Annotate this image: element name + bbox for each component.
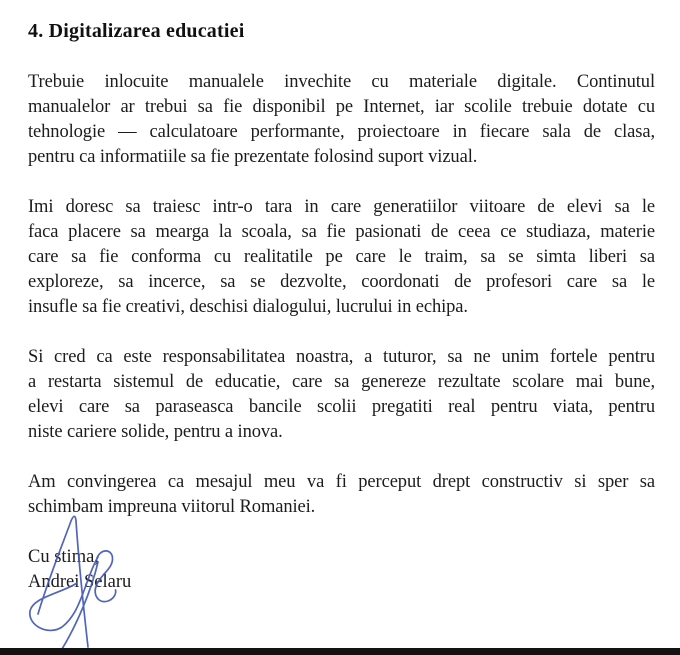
text-line: Am convingerea ca mesajul meu va fi perceput drept constructiv si sper sa — [28, 472, 655, 492]
text-line: niste cariere solide, pentru a inova. — [28, 422, 283, 442]
text-line: elevi care sa paraseasca bancile scolii pregatiti real pentru viata, pentru — [28, 397, 655, 417]
paragraph — [28, 470, 655, 520]
closing-name: Andrei Selaru — [28, 572, 132, 592]
text-line: Si cred ca este responsabilitatea noastra, a tuturor, sa ne unim fortele pentru — [28, 347, 655, 367]
page-bottom-border — [0, 648, 680, 655]
closing-block — [28, 545, 655, 595]
section-heading: 4. Digitalizarea educatiei — [28, 20, 245, 42]
letter-page — [28, 0, 655, 655]
text-line: manualelor ar trebui sa fie disponibil pe Internet, iar scolile trebuie dotate cu — [28, 97, 655, 117]
text-line: Trebuie inlocuite manualele invechite cu materiale digitale. Continutul — [28, 72, 655, 92]
text-line: exploreze, sa incerce, sa se dezvolte, coordonati de profesori care sa le — [28, 272, 655, 292]
text-line: tehnologie — calculatoare performante, proiectoare in fiecare sala de clasa, — [28, 122, 655, 142]
text-line: care sa fie conforma cu realitatile pe care le traim, sa se simta liberi sa — [28, 247, 655, 267]
paragraph — [28, 345, 655, 445]
closing-salutation: Cu stima, — [28, 547, 99, 567]
text-line: insufle sa fie creativi, deschisi dialogului, lucrului in echipa. — [28, 297, 468, 317]
text-line: schimbam impreuna viitorul Romaniei. — [28, 497, 316, 517]
text-line: pentru ca informatiile sa fie prezentate folosind suport vizual. — [28, 147, 478, 167]
letter-body — [28, 70, 655, 520]
paragraph — [28, 70, 655, 170]
text-line: Imi doresc sa traiesc intr-o tara in care generatiilor viitoare de elevi sa le — [28, 197, 655, 217]
text-line: faca placere sa mearga la scoala, sa fie pasionati de ceea ce studiaza, materie — [28, 222, 655, 242]
paragraph — [28, 195, 655, 320]
text-line: a restarta sistemul de educatie, care sa genereze rezultate scolare mai bune, — [28, 372, 655, 392]
